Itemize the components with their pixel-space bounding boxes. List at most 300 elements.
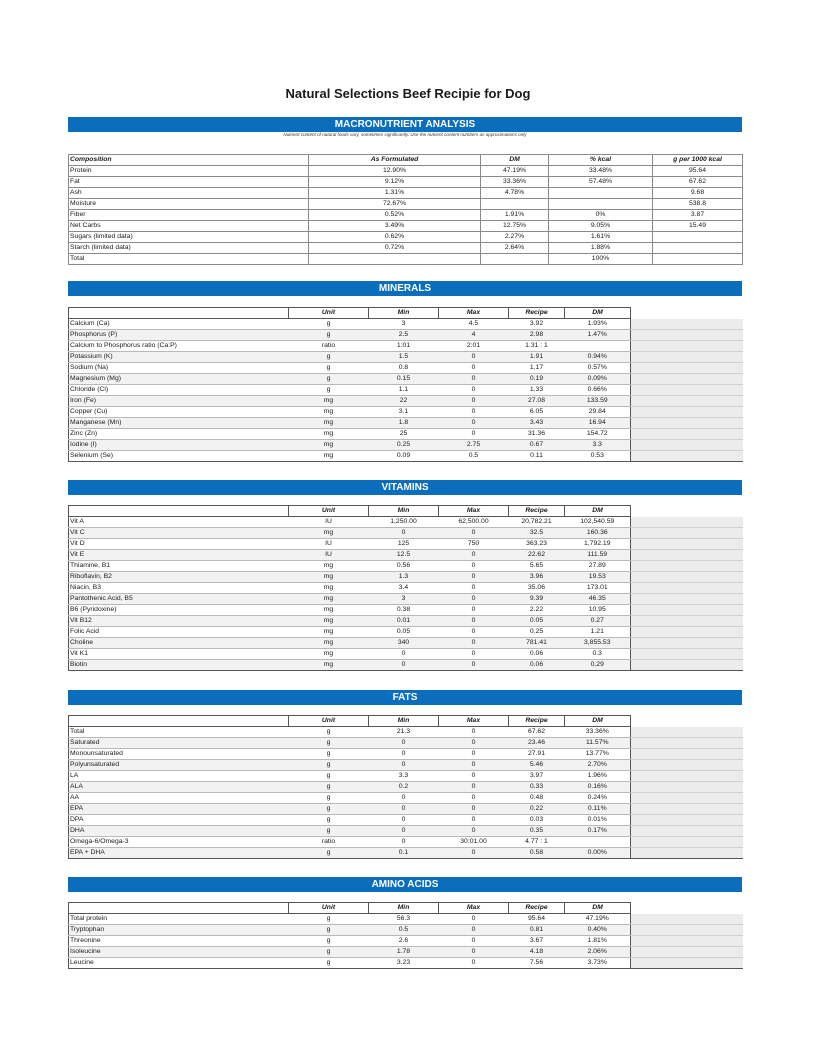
table-cell: 154.72 bbox=[565, 429, 631, 440]
table-cell: 0 bbox=[439, 594, 509, 605]
table-cell: 0.11% bbox=[565, 804, 631, 815]
table-row bbox=[69, 210, 743, 221]
table-cell bbox=[481, 199, 549, 210]
table-cell: 0.09 bbox=[369, 451, 439, 462]
table-row bbox=[69, 528, 743, 539]
table-cell: 0 bbox=[439, 793, 509, 804]
table-cell: 3,855.53 bbox=[565, 638, 631, 649]
table-cell: 0 bbox=[439, 528, 509, 539]
table-cell: 2:01 bbox=[439, 341, 509, 352]
table-row bbox=[69, 936, 743, 947]
table-cell: 62,500.00 bbox=[439, 517, 509, 528]
row-label: Monounsaturated bbox=[69, 749, 289, 760]
table-row bbox=[69, 341, 743, 352]
table-cell: 9.39 bbox=[509, 594, 565, 605]
table-cell: 0.5 bbox=[369, 925, 439, 936]
table-row bbox=[69, 330, 743, 341]
row-label: Thiamine, B1 bbox=[69, 561, 289, 572]
table-row bbox=[69, 352, 743, 363]
vitamins-table bbox=[68, 505, 743, 671]
table-row bbox=[69, 793, 743, 804]
table-cell: 33.48% bbox=[549, 166, 653, 177]
table-cell: 1.8 bbox=[369, 418, 439, 429]
table-cell: 4.18 bbox=[509, 947, 565, 958]
table-cell: g bbox=[289, 727, 369, 738]
row-label: Folic Acid bbox=[69, 627, 289, 638]
row-filler bbox=[631, 429, 743, 440]
column-header: Min bbox=[369, 308, 439, 319]
table-cell: 111.59 bbox=[565, 550, 631, 561]
row-label: Vit A bbox=[69, 517, 289, 528]
table-row bbox=[69, 947, 743, 958]
row-filler bbox=[631, 319, 743, 330]
row-filler bbox=[631, 605, 743, 616]
table-cell: 15.49 bbox=[653, 221, 743, 232]
table-cell: 0.72% bbox=[309, 243, 481, 254]
row-filler bbox=[631, 616, 743, 627]
table-cell: g bbox=[289, 363, 369, 374]
table-cell bbox=[653, 243, 743, 254]
column-header: Unit bbox=[289, 506, 369, 517]
table-cell: 0 bbox=[439, 925, 509, 936]
table-cell: 0 bbox=[369, 738, 439, 749]
table-cell: 3.23 bbox=[369, 958, 439, 969]
column-header: % kcal bbox=[549, 155, 653, 166]
row-filler bbox=[631, 528, 743, 539]
table-cell: g bbox=[289, 319, 369, 330]
table-row bbox=[69, 771, 743, 782]
row-filler bbox=[631, 936, 743, 947]
row-label: Total bbox=[69, 727, 289, 738]
row-filler bbox=[631, 341, 743, 352]
table-cell: 1.47% bbox=[565, 330, 631, 341]
table-cell: IU bbox=[289, 539, 369, 550]
row-filler bbox=[631, 374, 743, 385]
table-row bbox=[69, 221, 743, 232]
table-cell: 0 bbox=[369, 528, 439, 539]
table-row bbox=[69, 385, 743, 396]
row-filler bbox=[631, 804, 743, 815]
row-label: Selenium (Se) bbox=[69, 451, 289, 462]
table-cell: 0 bbox=[439, 958, 509, 969]
table-cell: 0 bbox=[439, 914, 509, 925]
row-filler bbox=[631, 727, 743, 738]
row-filler bbox=[631, 594, 743, 605]
fats-section-header: FATS bbox=[68, 690, 742, 705]
row-filler bbox=[631, 363, 743, 374]
row-label: Fiber bbox=[69, 210, 309, 221]
table-cell: mg bbox=[289, 660, 369, 671]
row-label: Sodium (Na) bbox=[69, 363, 289, 374]
table-cell: 29.84 bbox=[565, 407, 631, 418]
table-cell: 0.40% bbox=[565, 925, 631, 936]
row-filler bbox=[631, 782, 743, 793]
table-cell: 0.25 bbox=[369, 440, 439, 451]
row-filler bbox=[631, 572, 743, 583]
table-cell: 102,540.59 bbox=[565, 517, 631, 528]
table-cell: 0.56 bbox=[369, 561, 439, 572]
table-cell: ratio bbox=[289, 837, 369, 848]
table-row bbox=[69, 815, 743, 826]
header-spacer bbox=[631, 716, 743, 727]
table-cell: 0 bbox=[369, 815, 439, 826]
table-cell: 1.88% bbox=[549, 243, 653, 254]
table-cell: 0.3 bbox=[565, 649, 631, 660]
table-cell: 1.21 bbox=[565, 627, 631, 638]
table-cell: mg bbox=[289, 572, 369, 583]
table-cell: 0 bbox=[439, 396, 509, 407]
column-header: Recipe bbox=[509, 506, 565, 517]
table-cell: 0 bbox=[439, 638, 509, 649]
table-row bbox=[69, 627, 743, 638]
table-cell: g bbox=[289, 352, 369, 363]
table-cell: 5.46 bbox=[509, 760, 565, 771]
table-row bbox=[69, 188, 743, 199]
row-filler bbox=[631, 418, 743, 429]
table-cell: 12.90% bbox=[309, 166, 481, 177]
table-cell: 0.11 bbox=[509, 451, 565, 462]
table-cell: 1.78 bbox=[369, 947, 439, 958]
table-row bbox=[69, 583, 743, 594]
table-cell: 9.12% bbox=[309, 177, 481, 188]
table-cell: g bbox=[289, 793, 369, 804]
table-cell: 0.52% bbox=[309, 210, 481, 221]
column-header: Recipe bbox=[509, 308, 565, 319]
table-cell: 21.3 bbox=[369, 727, 439, 738]
minerals-table bbox=[68, 307, 743, 462]
table-cell: 5.65 bbox=[509, 561, 565, 572]
table-cell: 0.8 bbox=[369, 363, 439, 374]
table-row bbox=[69, 914, 743, 925]
table-cell: 0.01% bbox=[565, 815, 631, 826]
table-cell: 0.25 bbox=[509, 627, 565, 638]
table-cell bbox=[653, 254, 743, 265]
row-filler bbox=[631, 771, 743, 782]
table-cell: 0 bbox=[439, 649, 509, 660]
table-cell: 0.48 bbox=[509, 793, 565, 804]
row-label: Fat bbox=[69, 177, 309, 188]
table-cell: 1.61% bbox=[549, 232, 653, 243]
table-cell: g bbox=[289, 782, 369, 793]
table-cell bbox=[653, 232, 743, 243]
table-cell: 0.24% bbox=[565, 793, 631, 804]
table-cell: g bbox=[289, 815, 369, 826]
table-cell: 1,792.19 bbox=[565, 539, 631, 550]
table-cell: 0 bbox=[439, 815, 509, 826]
row-label: Tryptophan bbox=[69, 925, 289, 936]
row-label: Total protein bbox=[69, 914, 289, 925]
row-label: Biotin bbox=[69, 660, 289, 671]
table-cell: 0.62% bbox=[309, 232, 481, 243]
page-title: Natural Selections Beef Recipie for Dog bbox=[285, 86, 531, 101]
table-cell: 0 bbox=[439, 616, 509, 627]
table-cell: mg bbox=[289, 605, 369, 616]
table-cell: 56.3 bbox=[369, 914, 439, 925]
macronutrient-note: Nutrient content of natural foods vary, sometimes significantly. Use the nutrient content numbers as approximations only bbox=[283, 132, 527, 137]
table-cell: mg bbox=[289, 627, 369, 638]
row-label: Threonine bbox=[69, 936, 289, 947]
row-filler bbox=[631, 749, 743, 760]
table-cell: 0.19 bbox=[509, 374, 565, 385]
table-row bbox=[69, 925, 743, 936]
row-label: Saturated bbox=[69, 738, 289, 749]
column-header: Unit bbox=[289, 903, 369, 914]
table-cell: 33.36% bbox=[565, 727, 631, 738]
table-cell: g bbox=[289, 771, 369, 782]
table-cell: 0.15 bbox=[369, 374, 439, 385]
table-cell: 538.8 bbox=[653, 199, 743, 210]
table-cell: 1.1 bbox=[369, 385, 439, 396]
table-cell: 0.67 bbox=[509, 440, 565, 451]
table-cell bbox=[309, 254, 481, 265]
column-header: Min bbox=[369, 903, 439, 914]
row-filler bbox=[631, 440, 743, 451]
row-filler bbox=[631, 649, 743, 660]
table-cell: 30:01.00 bbox=[439, 837, 509, 848]
table-row bbox=[69, 550, 743, 561]
table-row bbox=[69, 166, 743, 177]
row-label: Phosphorus (P) bbox=[69, 330, 289, 341]
row-filler bbox=[631, 760, 743, 771]
row-filler bbox=[631, 815, 743, 826]
column-header: g per 1000 kcal bbox=[653, 155, 743, 166]
column-header: Max bbox=[439, 903, 509, 914]
table-cell: 3.67 bbox=[509, 936, 565, 947]
row-label: Calcium (Ca) bbox=[69, 319, 289, 330]
row-filler bbox=[631, 848, 743, 859]
table-row bbox=[69, 837, 743, 848]
row-label: B6 (Pyridoxine) bbox=[69, 605, 289, 616]
table-cell: 0 bbox=[439, 605, 509, 616]
table-cell: 3 bbox=[369, 319, 439, 330]
row-filler bbox=[631, 826, 743, 837]
table-row bbox=[69, 826, 743, 837]
row-label: ALA bbox=[69, 782, 289, 793]
table-cell: 0.1 bbox=[369, 848, 439, 859]
table-cell: 0.53 bbox=[565, 451, 631, 462]
table-row bbox=[69, 782, 743, 793]
row-label: Vit C bbox=[69, 528, 289, 539]
row-label: Starch (limited data) bbox=[69, 243, 309, 254]
row-label: Ash bbox=[69, 188, 309, 199]
row-label: EPA bbox=[69, 804, 289, 815]
table-cell: g bbox=[289, 958, 369, 969]
table-cell: 0.05 bbox=[369, 627, 439, 638]
table-cell: 57.48% bbox=[549, 177, 653, 188]
table-cell: 4.78% bbox=[481, 188, 549, 199]
table-cell: 6.05 bbox=[509, 407, 565, 418]
table-cell: 3.43 bbox=[509, 418, 565, 429]
table-cell: 0 bbox=[369, 760, 439, 771]
table-cell: 10.95 bbox=[565, 605, 631, 616]
table-cell: 0 bbox=[439, 782, 509, 793]
table-cell: 27.89 bbox=[565, 561, 631, 572]
row-label: DHA bbox=[69, 826, 289, 837]
table-cell bbox=[481, 254, 549, 265]
table-row bbox=[69, 727, 743, 738]
table-cell: 0.2 bbox=[369, 782, 439, 793]
table-cell: 47.19% bbox=[481, 166, 549, 177]
table-cell: 9.68 bbox=[653, 188, 743, 199]
column-header: DM bbox=[481, 155, 549, 166]
row-filler bbox=[631, 638, 743, 649]
minerals-section-header: MINERALS bbox=[68, 281, 742, 296]
table-cell: mg bbox=[289, 440, 369, 451]
column-header: As Formulated bbox=[309, 155, 481, 166]
table-cell: g bbox=[289, 385, 369, 396]
table-cell: 27.08 bbox=[509, 396, 565, 407]
table-cell: 2.22 bbox=[509, 605, 565, 616]
table-cell: 4.77 : 1 bbox=[509, 837, 565, 848]
table-cell: 0.06 bbox=[509, 649, 565, 660]
table-row bbox=[69, 539, 743, 550]
row-filler bbox=[631, 539, 743, 550]
table-row bbox=[69, 561, 743, 572]
table-cell: ratio bbox=[289, 341, 369, 352]
table-cell: 0% bbox=[549, 210, 653, 221]
column-header: Composition bbox=[69, 155, 309, 166]
column-header: Unit bbox=[289, 308, 369, 319]
table-cell: 25 bbox=[369, 429, 439, 440]
table-cell: 4 bbox=[439, 330, 509, 341]
column-header bbox=[69, 308, 289, 319]
row-label: Magnesium (Mg) bbox=[69, 374, 289, 385]
table-cell: mg bbox=[289, 616, 369, 627]
fats-table bbox=[68, 715, 743, 859]
table-row bbox=[69, 254, 743, 265]
row-filler bbox=[631, 660, 743, 671]
table-cell: 0.35 bbox=[509, 826, 565, 837]
table-cell: 0 bbox=[369, 660, 439, 671]
table-cell: 1,250.00 bbox=[369, 517, 439, 528]
table-cell: 0.5 bbox=[439, 451, 509, 462]
table-cell: 0 bbox=[369, 826, 439, 837]
table-cell: 0 bbox=[439, 627, 509, 638]
row-label: DPA bbox=[69, 815, 289, 826]
table-cell: 0.58 bbox=[509, 848, 565, 859]
table-cell: g bbox=[289, 914, 369, 925]
table-cell: 67.62 bbox=[653, 177, 743, 188]
row-label: Leucine bbox=[69, 958, 289, 969]
table-cell: 0.16% bbox=[565, 782, 631, 793]
table-cell: 4.5 bbox=[439, 319, 509, 330]
table-row bbox=[69, 638, 743, 649]
table-cell: 0.06 bbox=[509, 660, 565, 671]
table-cell: mg bbox=[289, 583, 369, 594]
table-row bbox=[69, 440, 743, 451]
table-cell: 16.94 bbox=[565, 418, 631, 429]
table-cell: 0 bbox=[369, 749, 439, 760]
table-cell: 1.91 bbox=[509, 352, 565, 363]
row-filler bbox=[631, 583, 743, 594]
table-cell: 0 bbox=[439, 561, 509, 572]
table-cell: 95.64 bbox=[509, 914, 565, 925]
header-spacer bbox=[631, 903, 743, 914]
table-cell: 1:01 bbox=[369, 341, 439, 352]
table-cell: 1.93% bbox=[565, 319, 631, 330]
column-header: DM bbox=[565, 506, 631, 517]
table-cell: 1.96% bbox=[565, 771, 631, 782]
table-row bbox=[69, 517, 743, 528]
table-cell: g bbox=[289, 738, 369, 749]
table-cell: 0.01 bbox=[369, 616, 439, 627]
table-cell: 0.09% bbox=[565, 374, 631, 385]
table-cell: 0 bbox=[369, 649, 439, 660]
table-cell: mg bbox=[289, 396, 369, 407]
row-label: LA bbox=[69, 771, 289, 782]
column-header: Max bbox=[439, 716, 509, 727]
row-filler bbox=[631, 517, 743, 528]
table-cell: 3.96 bbox=[509, 572, 565, 583]
table-cell: 0 bbox=[439, 583, 509, 594]
row-filler bbox=[631, 451, 743, 462]
table-cell: 3.3 bbox=[369, 771, 439, 782]
column-header: DM bbox=[565, 716, 631, 727]
column-header: Unit bbox=[289, 716, 369, 727]
table-cell: 0.00% bbox=[565, 848, 631, 859]
table-cell: g bbox=[289, 760, 369, 771]
row-label: Vit E bbox=[69, 550, 289, 561]
column-header bbox=[69, 506, 289, 517]
table-cell: 0 bbox=[369, 793, 439, 804]
row-filler bbox=[631, 914, 743, 925]
table-cell: g bbox=[289, 374, 369, 385]
table-cell: 0.27 bbox=[565, 616, 631, 627]
row-label: Net Carbs bbox=[69, 221, 309, 232]
row-label: Polyunsaturated bbox=[69, 760, 289, 771]
row-label: Vit K1 bbox=[69, 649, 289, 660]
table-cell: 0.17% bbox=[565, 826, 631, 837]
row-label: Vit B12 bbox=[69, 616, 289, 627]
table-cell: 0.94% bbox=[565, 352, 631, 363]
table-cell: 0.05 bbox=[509, 616, 565, 627]
table-cell: mg bbox=[289, 649, 369, 660]
table-cell: 32.5 bbox=[509, 528, 565, 539]
row-label: Copper (Cu) bbox=[69, 407, 289, 418]
table-row bbox=[69, 616, 743, 627]
table-cell: 0.33 bbox=[509, 782, 565, 793]
table-cell bbox=[549, 188, 653, 199]
table-cell: 0 bbox=[439, 374, 509, 385]
table-cell: mg bbox=[289, 451, 369, 462]
table-cell: 0 bbox=[439, 660, 509, 671]
table-cell: 1.31% bbox=[309, 188, 481, 199]
row-label: AA bbox=[69, 793, 289, 804]
table-cell bbox=[565, 837, 631, 848]
row-label: Calcium to Phosphorus ratio (Ca:P) bbox=[69, 341, 289, 352]
table-cell: g bbox=[289, 947, 369, 958]
column-header: DM bbox=[565, 308, 631, 319]
table-cell: 0.22 bbox=[509, 804, 565, 815]
row-label: Pantothenic Acid, B5 bbox=[69, 594, 289, 605]
table-cell: 1.3 bbox=[369, 572, 439, 583]
table-cell: 0 bbox=[439, 363, 509, 374]
table-cell: 3 bbox=[369, 594, 439, 605]
table-row bbox=[69, 649, 743, 660]
table-cell: 0 bbox=[439, 352, 509, 363]
row-label: Chloride (Cl) bbox=[69, 385, 289, 396]
table-cell: 1.17 bbox=[509, 363, 565, 374]
column-header bbox=[69, 903, 289, 914]
table-cell: 2.6 bbox=[369, 936, 439, 947]
table-cell: 0 bbox=[439, 771, 509, 782]
table-cell: 0 bbox=[439, 385, 509, 396]
row-label: Potassium (K) bbox=[69, 352, 289, 363]
table-cell: 0 bbox=[439, 418, 509, 429]
row-filler bbox=[631, 793, 743, 804]
table-cell: 3.73% bbox=[565, 958, 631, 969]
table-row bbox=[69, 738, 743, 749]
